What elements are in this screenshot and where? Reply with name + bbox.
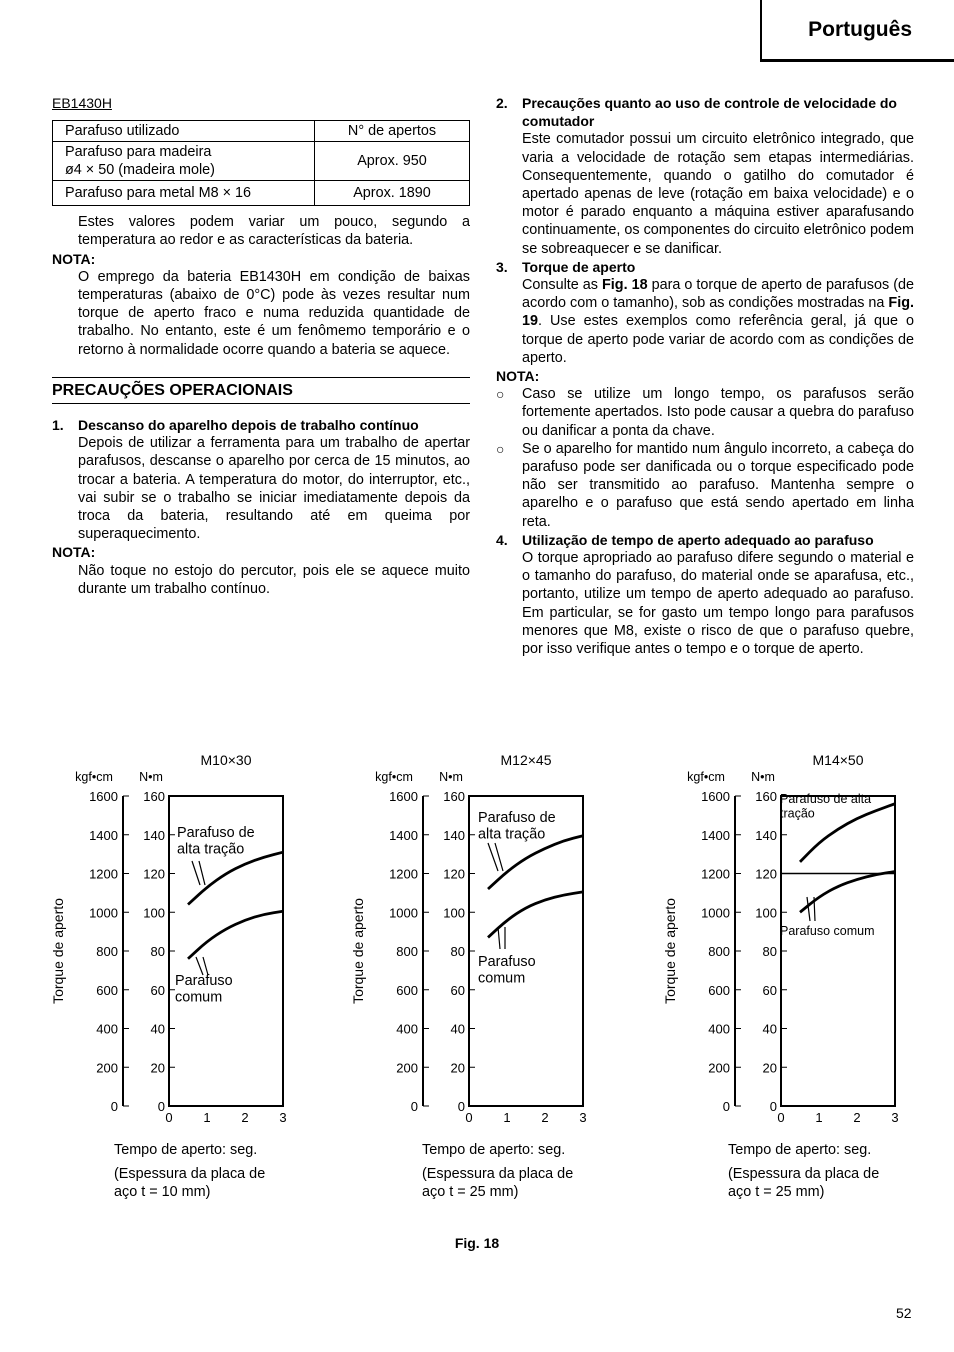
caption-line: (Espessura da placa de bbox=[114, 1165, 266, 1182]
y-tick-label-nm: 140 bbox=[143, 827, 165, 843]
y-tick-label-nm: 100 bbox=[143, 905, 165, 921]
y-tick-label-nm: 80 bbox=[762, 944, 777, 959]
caption-line: (Espessura da placa de bbox=[728, 1165, 880, 1182]
caption-line: Tempo de aperto: seg. bbox=[114, 1142, 258, 1158]
item-4-title bbox=[496, 531, 914, 549]
page-number: 52 bbox=[896, 1305, 912, 1321]
chart-title: M14×50 bbox=[812, 752, 864, 768]
caption-line: Tempo de aperto: seg. bbox=[422, 1142, 566, 1158]
leader-line bbox=[192, 861, 200, 885]
series-label: alta tração bbox=[478, 826, 546, 843]
y-tick-label-kgfcm: 1200 bbox=[389, 866, 418, 882]
unit-label-nm: N•m bbox=[439, 770, 463, 784]
x-tick-label: 0 bbox=[777, 1110, 785, 1125]
caption-line: aço t = 25 mm) bbox=[728, 1184, 825, 1200]
circle-bullet-icon: ○ bbox=[496, 440, 505, 457]
series-label: comum bbox=[175, 989, 223, 1006]
table-header-row bbox=[53, 121, 470, 142]
x-tick-label: 2 bbox=[853, 1110, 861, 1125]
y-tick-label-kgfcm: 400 bbox=[708, 1021, 730, 1037]
table-row bbox=[53, 181, 470, 206]
y-tick-label-nm: 20 bbox=[450, 1060, 465, 1076]
y-tick-label-kgfcm: 1200 bbox=[89, 866, 118, 882]
chart-svg bbox=[50, 745, 310, 1145]
y-tick-label-nm: 60 bbox=[762, 982, 777, 998]
y-tick-label-nm: 120 bbox=[755, 866, 777, 882]
y-tick-label-kgfcm: 200 bbox=[96, 1060, 118, 1076]
chart-caption bbox=[422, 1141, 573, 1202]
y-tick-label-kgfcm: 0 bbox=[110, 1099, 118, 1114]
y-tick-label-kgfcm: 800 bbox=[96, 944, 118, 959]
item-2-title bbox=[496, 94, 914, 130]
chart-m10 bbox=[50, 745, 310, 1215]
item-title-text: Utilização de tempo de aperto adequado ao parafuso bbox=[522, 531, 874, 548]
right-column bbox=[496, 94, 914, 658]
x-tick-label: 1 bbox=[815, 1110, 823, 1125]
y-tick-label-nm: 100 bbox=[755, 905, 777, 921]
leader-line bbox=[199, 861, 205, 885]
fig-18-ref: Fig. 18 bbox=[602, 277, 648, 294]
table-header-cell: Parafuso utilizado bbox=[53, 121, 315, 142]
series-label: Parafuso comum bbox=[780, 924, 875, 938]
series-label: Parafuso de bbox=[478, 810, 556, 826]
chart-svg bbox=[662, 745, 922, 1145]
y-tick-label-nm: 0 bbox=[457, 1099, 465, 1114]
y-tick-label-kgfcm: 1000 bbox=[389, 905, 418, 921]
chart-caption bbox=[114, 1141, 265, 1202]
nota-label: NOTA: bbox=[52, 250, 96, 267]
unit-label-kgfcm: kgf•cm bbox=[687, 770, 725, 784]
y-tick-label-kgfcm: 1400 bbox=[701, 827, 730, 843]
series-line bbox=[188, 911, 283, 958]
y-tick-label-nm: 0 bbox=[769, 1099, 777, 1114]
nota-text: O emprego da bateria EB1430H em condição de baixas temperaturas (abaixo de 0°C) pode às vezes resultar num torque de aperto fraco e numa reduzida quantidade de trabalho. No entanto, este é um fenômemo temporário e o retorno à normalidade ocorre quando a bateria se aquece. bbox=[78, 268, 470, 358]
series-line bbox=[188, 852, 283, 904]
y-tick-label-kgfcm: 200 bbox=[708, 1060, 730, 1076]
x-tick-label: 3 bbox=[279, 1110, 287, 1125]
caption-line: Tempo de aperto: seg. bbox=[728, 1142, 872, 1158]
y-tick-label-nm: 120 bbox=[143, 866, 165, 882]
y-tick-label-kgfcm: 0 bbox=[722, 1099, 730, 1114]
nota-label: NOTA: bbox=[496, 368, 540, 385]
series-label: Parafuso bbox=[175, 973, 233, 989]
fig-19-ref: Fig. 19 bbox=[522, 295, 914, 330]
bullet-text: Se o aparelho for mantido num ângulo incorreto, a cabeça do parafuso pode ser danificada ou o torque especificado pode não ser transmitido ao parafuso. Mantenha sempre o aparelho e o parafuso que está sendo apertado em linha reta. bbox=[522, 440, 914, 530]
y-tick-label-nm: 120 bbox=[443, 866, 465, 882]
y-tick-label-nm: 40 bbox=[150, 1021, 165, 1037]
battery-model: EB1430H bbox=[52, 95, 112, 111]
x-tick-label: 3 bbox=[579, 1110, 587, 1125]
table-cell-line: ø4 × 50 (madeira mole) bbox=[65, 162, 215, 179]
item-3-title bbox=[496, 258, 914, 276]
chart-title: M12×45 bbox=[500, 752, 552, 768]
series-line bbox=[488, 836, 583, 889]
chart-m12 bbox=[350, 745, 610, 1215]
x-tick-label: 2 bbox=[541, 1110, 549, 1125]
item-4-text: O torque apropriado ao parafuso difere segundo o material e o tamanho do parafuso, do material onde se aparafusa, etc., portanto, utilize um tempo de aperto adequado ao parafuso. Em particular, se for gasto um tempo longo para parafusos menores que M8, existe o risco de que o parafuso quebre, por isso verifique antes o tempo e o torque de aperto. bbox=[522, 550, 914, 658]
unit-label-kgfcm: kgf•cm bbox=[75, 770, 113, 784]
item-number: 1. bbox=[52, 417, 64, 434]
leader-line bbox=[807, 897, 810, 921]
y-tick-label-nm: 80 bbox=[450, 944, 465, 959]
series-label: tração bbox=[780, 806, 815, 821]
y-tick-label-nm: 60 bbox=[150, 982, 165, 998]
series-label: Parafuso bbox=[478, 954, 536, 970]
chart-title: M10×30 bbox=[200, 752, 252, 768]
series-label: alta tração bbox=[177, 841, 245, 858]
y-tick-label-kgfcm: 600 bbox=[396, 982, 418, 998]
item-title-text: Descanso do aparelho depois de trabalho contínuo bbox=[78, 417, 419, 434]
x-tick-label: 3 bbox=[891, 1110, 899, 1125]
values-note: Estes valores podem variar um pouco, segundo a temperatura ao redor e as características da bateria. bbox=[78, 214, 470, 249]
x-tick-label: 0 bbox=[165, 1110, 173, 1125]
y-tick-label-nm: 0 bbox=[157, 1099, 165, 1114]
y-tick-label-kgfcm: 0 bbox=[410, 1099, 418, 1114]
item-number: 4. bbox=[496, 531, 508, 548]
x-tick-label: 1 bbox=[203, 1110, 211, 1125]
series-line bbox=[488, 892, 583, 938]
x-tick-label: 1 bbox=[503, 1110, 511, 1125]
y-tick-label-nm: 80 bbox=[150, 944, 165, 959]
caption-line: aço t = 10 mm) bbox=[114, 1184, 211, 1200]
text-run: para o torque de aperto de parafusos (de acordo com o tamanho), sob as condições mostradas na bbox=[522, 277, 915, 312]
plot-frame bbox=[469, 796, 583, 1106]
nota-bullet bbox=[496, 440, 914, 531]
item-number: 2. bbox=[496, 95, 508, 111]
y-tick-label-kgfcm: 1600 bbox=[701, 789, 730, 804]
caption-line: aço t = 25 mm) bbox=[422, 1184, 519, 1200]
y-tick-label-nm: 160 bbox=[443, 789, 465, 804]
language-label: Português bbox=[808, 18, 912, 41]
table-row bbox=[53, 142, 470, 181]
section-title: PRECAUÇÕES OPERACIONAIS bbox=[52, 377, 470, 404]
item-1-title bbox=[52, 416, 470, 434]
y-axis-label: Torque de aperto bbox=[350, 898, 366, 1004]
chart-svg bbox=[350, 745, 610, 1145]
x-tick-label: 0 bbox=[465, 1110, 473, 1125]
y-tick-label-kgfcm: 1200 bbox=[701, 866, 730, 882]
table-cell: Parafuso para metal M8 × 16 bbox=[53, 181, 315, 206]
item-title-text: Precauções quanto ao uso de controle de velocidade do comutador bbox=[522, 95, 897, 130]
chart-m14 bbox=[662, 745, 922, 1215]
nota-label: NOTA: bbox=[52, 544, 96, 561]
left-column bbox=[52, 94, 470, 598]
y-tick-label-kgfcm: 800 bbox=[708, 944, 730, 959]
y-tick-label-nm: 140 bbox=[443, 827, 465, 843]
y-tick-label-kgfcm: 1000 bbox=[701, 905, 730, 921]
unit-label-kgfcm: kgf•cm bbox=[375, 770, 413, 784]
y-tick-label-kgfcm: 600 bbox=[96, 982, 118, 998]
plot-frame bbox=[781, 796, 895, 1106]
table-cell bbox=[53, 142, 315, 181]
item-1-text: Depois de utilizar a ferramenta para um trabalho de apertar parafusos, descanse o aparelho por cerca de 15 minutos, ao trocar a bateria. A temperatura do motor, do interruptor, etc., vai subir se o trabalho se iniciar imediatamente depois da troca da bateria, resultando até em queima por superaquecimento. bbox=[78, 435, 470, 543]
chart-caption bbox=[728, 1141, 879, 1202]
item-title-text: Torque de aperto bbox=[522, 258, 636, 275]
y-tick-label-kgfcm: 200 bbox=[396, 1060, 418, 1076]
table-cell-line: Parafuso para madeira bbox=[65, 144, 212, 161]
leader-line bbox=[498, 927, 500, 949]
y-tick-label-nm: 20 bbox=[762, 1060, 777, 1076]
text-run: . Use estes exemplos como referência geral, já que o torque de aperto pode variar de acordo com as condições de aperto. bbox=[522, 313, 914, 366]
language-tab bbox=[760, 0, 954, 62]
y-tick-label-kgfcm: 1000 bbox=[89, 905, 118, 921]
item-1-nota: Não toque no estojo do percutor, pois ele se aquece muito durante um trabalho contínuo. bbox=[78, 562, 470, 597]
caption-line: (Espessura da placa de bbox=[422, 1165, 574, 1182]
y-tick-label-kgfcm: 400 bbox=[96, 1021, 118, 1037]
bullet-text: Caso se utilize um longo tempo, os parafusos serão fortemente apertados. Isto pode causar a quebra do parafuso ou danificar a ponta da chave. bbox=[522, 386, 915, 439]
y-axis-label: Torque de aperto bbox=[50, 898, 66, 1004]
y-tick-label-nm: 100 bbox=[443, 905, 465, 921]
y-tick-label-kgfcm: 400 bbox=[396, 1021, 418, 1037]
series-label: comum bbox=[478, 970, 526, 987]
unit-label-nm: N•m bbox=[751, 770, 775, 784]
y-tick-label-nm: 40 bbox=[450, 1021, 465, 1037]
item-3-text bbox=[496, 276, 914, 367]
screw-count-table bbox=[52, 120, 470, 206]
item-2-text: Este comutador possui um circuito eletrônico integrado, que varia a velocidade de rotação sem etapas intermediárias. Consequentemente, quando o gatilho do comutador é apertado apenas de leve (rotação em baixa velocidade) e o motor é parado enquanto a máquina estiver aparafusando continuamente, os componentes do circuito eletrônico podem se sobreaquecer e se danificar. bbox=[522, 131, 914, 257]
y-tick-label-nm: 160 bbox=[143, 789, 165, 804]
text-run: Consulte as bbox=[522, 277, 602, 294]
x-tick-label: 2 bbox=[241, 1110, 249, 1125]
circle-bullet-icon: ○ bbox=[496, 386, 505, 403]
figure-label: Fig. 18 bbox=[454, 1235, 500, 1251]
y-tick-label-kgfcm: 600 bbox=[708, 982, 730, 998]
table-cell: Aprox. 1890 bbox=[315, 181, 470, 206]
nota-bullet bbox=[496, 385, 914, 440]
y-tick-label-kgfcm: 1400 bbox=[89, 827, 118, 843]
unit-label-nm: N•m bbox=[139, 770, 163, 784]
y-tick-label-nm: 20 bbox=[150, 1060, 165, 1076]
y-tick-label-nm: 160 bbox=[755, 789, 777, 804]
y-tick-label-nm: 140 bbox=[755, 827, 777, 843]
y-tick-label-kgfcm: 1600 bbox=[89, 789, 118, 804]
y-tick-label-kgfcm: 1400 bbox=[389, 827, 418, 843]
table-header-cell: N° de apertos bbox=[315, 121, 470, 142]
series-label: Parafuso de bbox=[177, 825, 255, 841]
y-tick-label-nm: 60 bbox=[450, 982, 465, 998]
y-axis-label: Torque de aperto bbox=[662, 898, 678, 1004]
item-number: 3. bbox=[496, 258, 508, 275]
y-tick-label-kgfcm: 800 bbox=[396, 944, 418, 959]
series-label: Parafuso de alta bbox=[780, 792, 872, 806]
y-tick-label-kgfcm: 1600 bbox=[389, 789, 418, 804]
y-tick-label-nm: 40 bbox=[762, 1021, 777, 1037]
table-cell: Aprox. 950 bbox=[315, 142, 470, 181]
